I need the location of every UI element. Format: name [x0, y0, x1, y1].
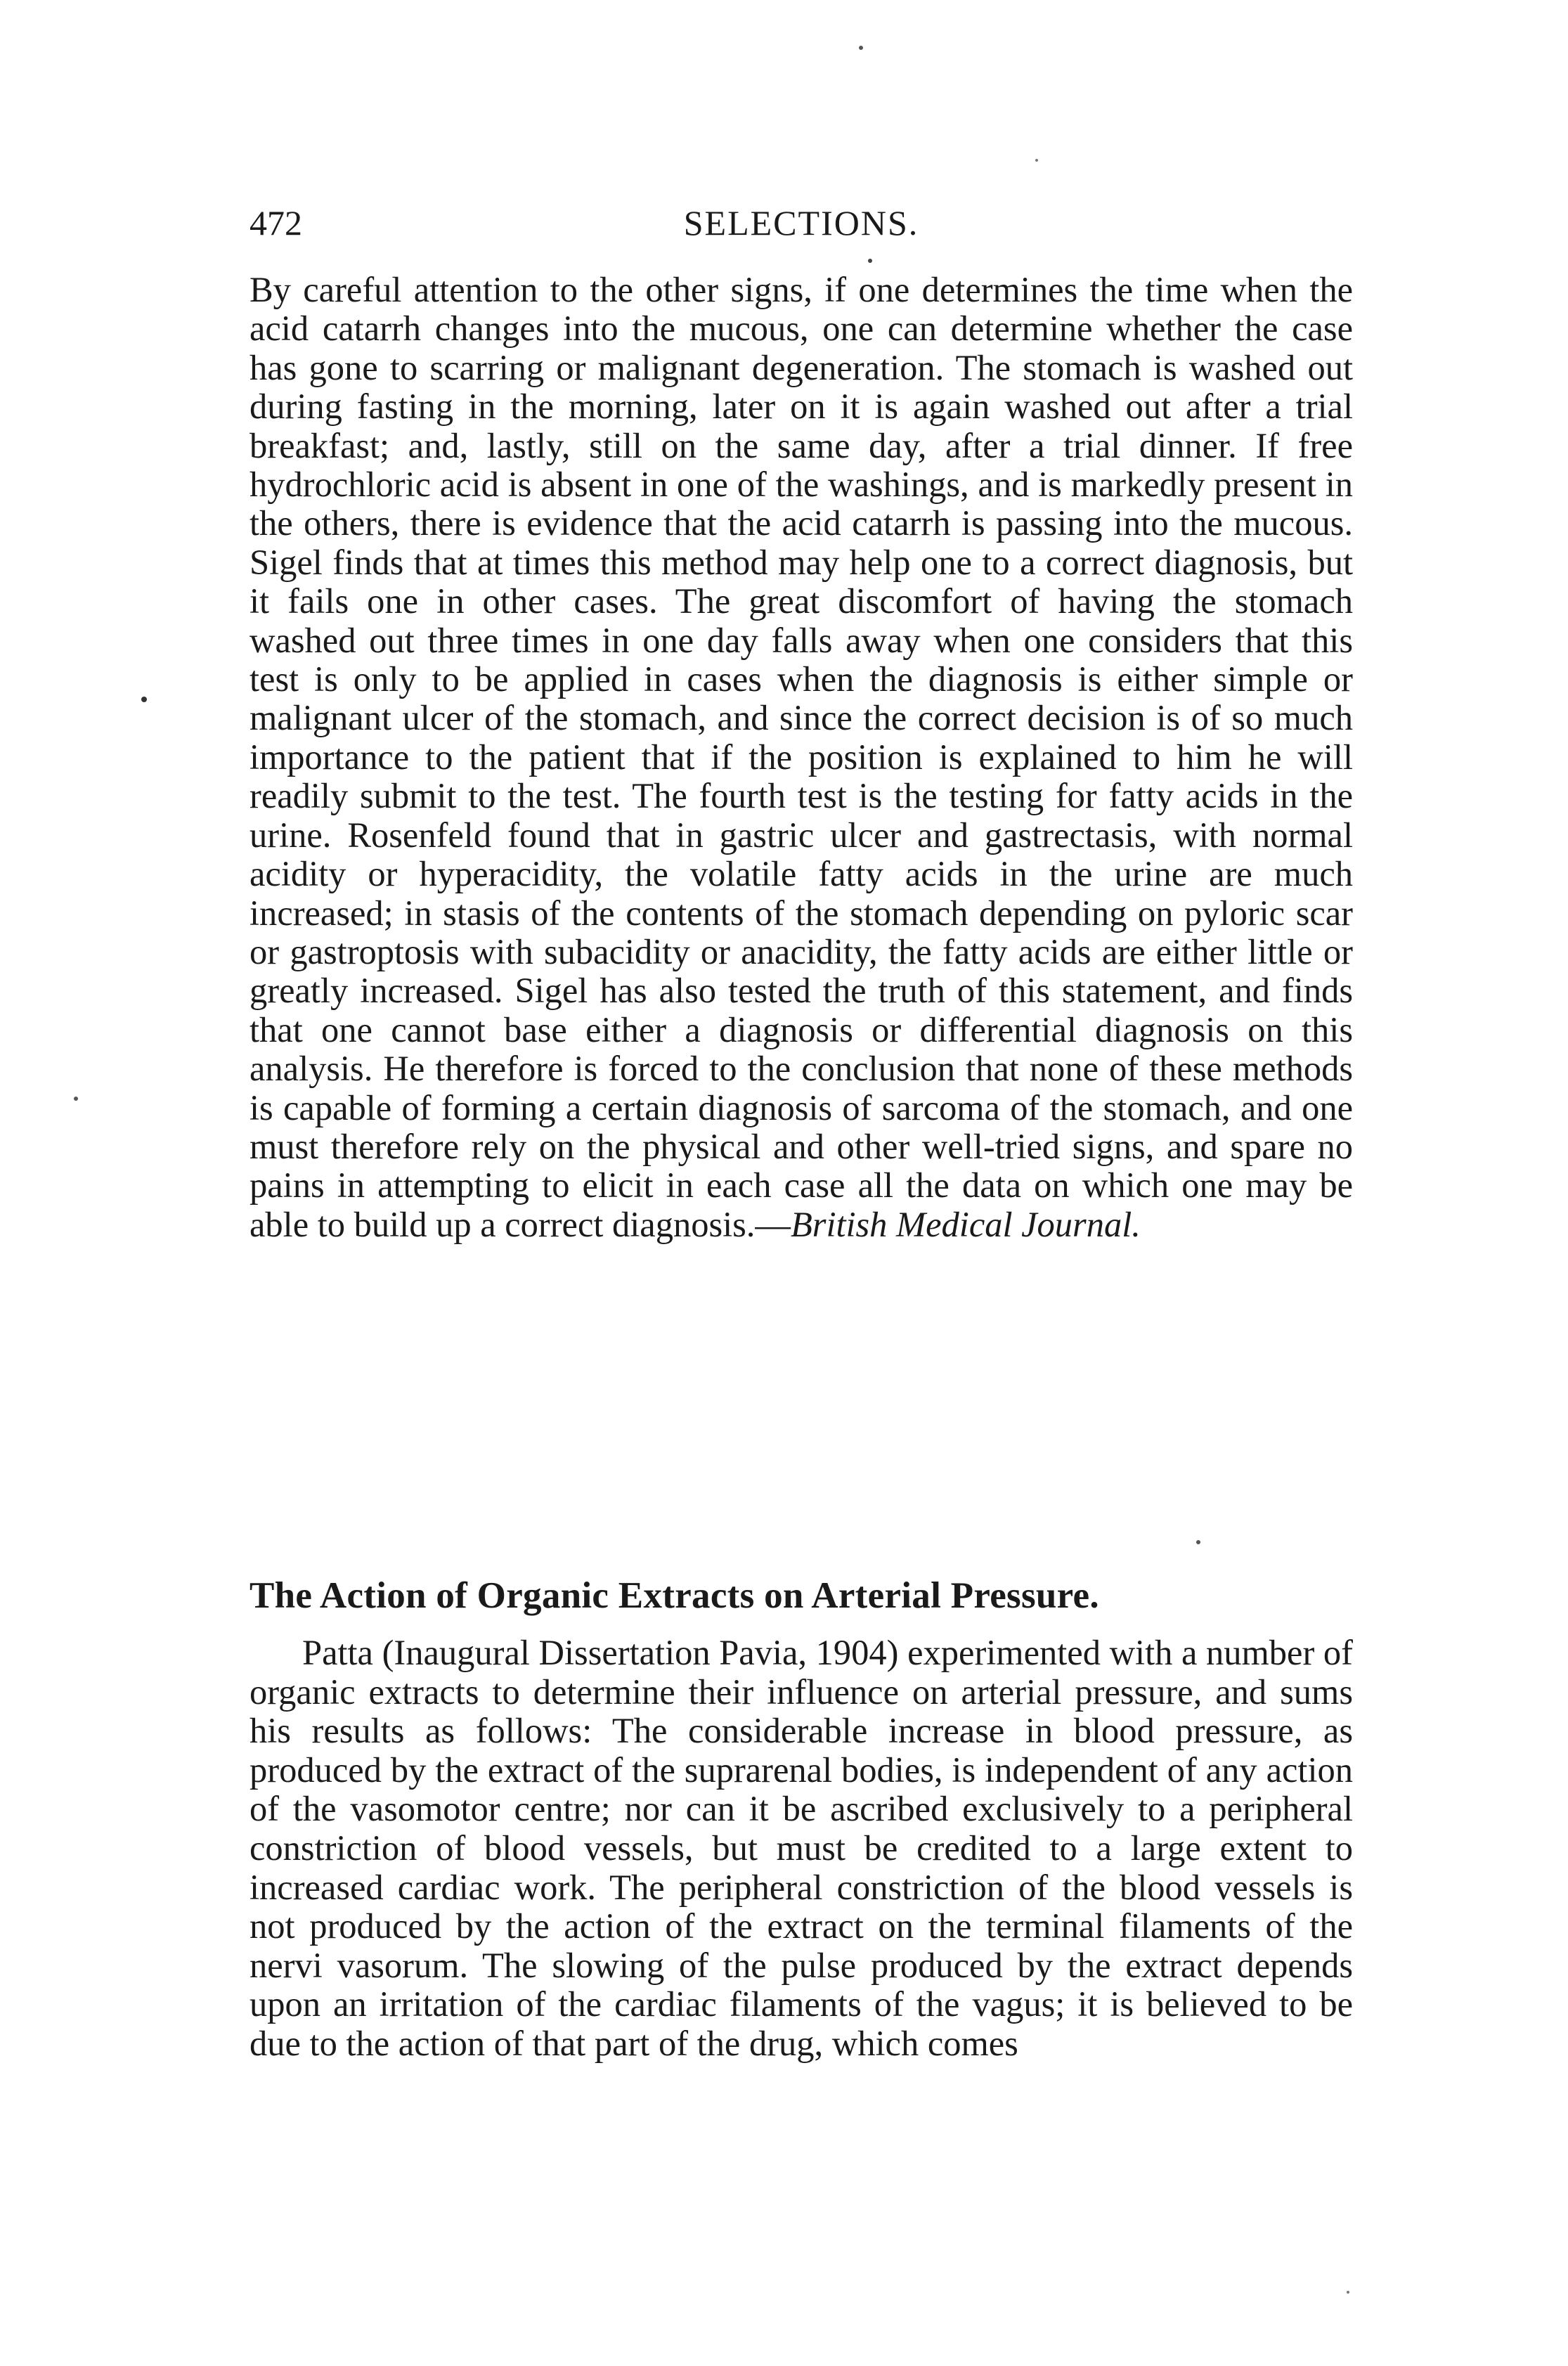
- speck: [859, 46, 863, 50]
- article-paragraph: [250, 271, 1353, 1244]
- source-citation: British Medical Journal.: [790, 1204, 1141, 1244]
- speck: [1347, 2291, 1349, 2294]
- section-heading: The Action of Organic Extracts on Arterial Pressure.: [250, 1575, 1099, 1616]
- page-number: 472: [250, 203, 302, 243]
- article-continuation: [250, 271, 1353, 1244]
- speck: [74, 1097, 78, 1101]
- paragraph-text: By careful attention to the other signs, if one determines the time when the acid catarrh changes into the mucous, one can determine whether the case has gone to scarring or malignant degeneration. The stomach is washed out during fasting in the morning, later on it is again washed out after a trial breakfast; and, lastly, still on the same day, after a trial dinner. If free hydrochloric acid is absent in one of the washings, and is markedly present in the others, there is evidence that the acid catarrh is passing into the mucous. Sigel finds that at times this method may help one to a correct diagnosis, but it fails one in other cases. The great discomfort of having the stomach washed out three times in one day falls away when one considers that this test is only to be applied in cases when the diagnosis is either simple or malignant ulcer of the stomach, and since the correct decision is of so much importance to the patient that if the position is explained to him he will readily submit to the test. The fourth test is the testing for fatty acids in the urine. Rosenfeld found that in gastric ulcer and gastrectasis, with normal acidity or hyperacidity, the volatile fatty acids in the urine are much increased; in stasis of the contents of the stomach depending on pyloric scar or gastroptosis with subacidity or anacidity, the fatty acids are either little or greatly increased. Sigel has also tested the truth of this statement, and finds that one cannot base either a diagnosis or differential diagnosis on this analysis. He therefore is forced to the conclusion that none of these methods is capable of forming a certain diagnosis of sarcoma of the stomach, and one must therefore rely on the physical and other well-tried signs, and spare no pains in attempting to elicit in each case all the data on which one may be able to build up a correct diagnosis.—: [250, 270, 1353, 1244]
- speck: [1196, 1540, 1200, 1544]
- speck: [868, 259, 872, 263]
- speck: [141, 697, 147, 702]
- section-paragraph: Patta (Inaugural Dissertation Pavia, 1904) experimented with a number of organic extracts to determine their influence on arterial pressure, and sums his results as follows: The considerable increase in blood pressure, as produced by the extract of the suprarenal bodies, is independent of any action of the vasomotor centre; nor can it be ascribed exclusively to a peripheral constriction of blood vessels, but must be credited to a large extent to increased cardiac work. The peripheral constriction of the blood vessels is not produced by the action of the extract on the terminal filaments of the nervi vasorum. The slowing of the pulse produced by the extract depends upon an irritation of the cardiac filaments of the vagus; it is believed to be due to the action of that part of the drug, which comes: [250, 1633, 1353, 2063]
- speck: [1035, 159, 1038, 162]
- running-title: SELECTIONS.: [683, 203, 919, 243]
- running-header: [250, 198, 1353, 247]
- section-body: [250, 1634, 1353, 2064]
